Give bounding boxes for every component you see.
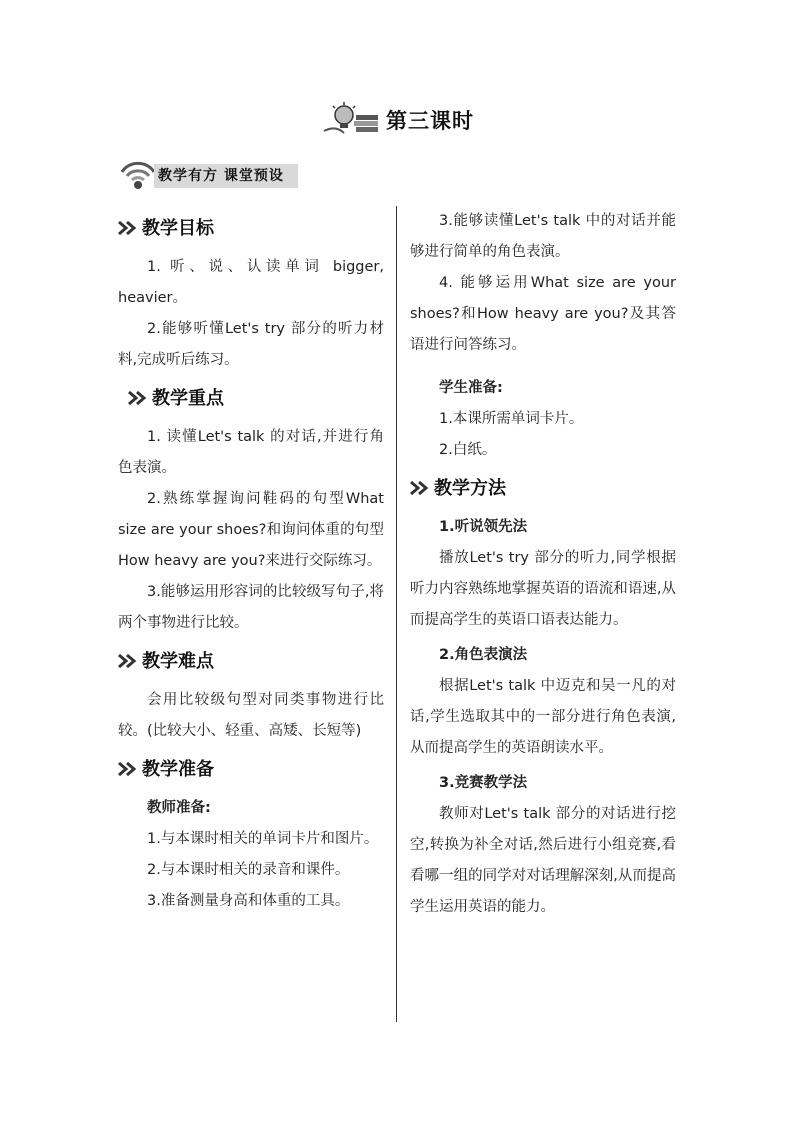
left-column: [118, 206, 384, 917]
heading-difficulty: [118, 645, 384, 677]
heading-text: 教学准备: [142, 758, 214, 780]
teacher-prep-label: 教师准备:: [147, 800, 211, 816]
method-1-title: 1.听说领先法: [439, 519, 528, 535]
prep-3: 3.准备测量身高和体重的工具。: [147, 893, 350, 909]
goal-1: 1. 听、说、认读单词 bigger, heavier。: [118, 259, 384, 306]
student-prep-1: 1.本课所需单词卡片。: [439, 411, 584, 427]
student-prep-2: 2.白纸。: [439, 442, 497, 458]
goal-2: 2.能够听懂Let's try 部分的听力材料,完成听后练习。: [118, 321, 384, 368]
double-chevron-icon: [410, 481, 432, 495]
key-1: 1. 读懂Let's talk 的对话,并进行角色表演。: [118, 429, 384, 476]
heading-preparation: [118, 753, 384, 785]
goal-3: 3.能够读懂Let's talk 中的对话并能够进行简单的角色表演。: [410, 213, 676, 260]
lightbulb-books-icon: [322, 101, 382, 139]
method-2-title: 2.角色表演法: [439, 647, 528, 663]
section-banner: [118, 158, 298, 194]
key-2: 2.熟练掌握询问鞋码的句型What size are your shoes?和询问体重的句型How heavy are you?来进行交际练习。: [118, 491, 384, 569]
signal-waves-icon: [118, 158, 158, 194]
double-chevron-icon: [128, 391, 150, 405]
heading-text: 教学目标: [142, 217, 214, 239]
double-chevron-icon: [118, 762, 140, 776]
heading-key-points: [118, 382, 384, 414]
method-3-text: 教师对Let's talk 部分的对话进行挖空,转换为补全对话,然后进行小组竞赛,看看哪一组的同学对对话理解深刻,从而提高学生运用英语的能力。: [410, 806, 676, 915]
heading-text: 教学方法: [434, 477, 506, 499]
page-title: 第三课时: [386, 109, 474, 133]
double-chevron-icon: [118, 221, 140, 235]
method-1-text: 播放Let's try 部分的听力,同学根据听力内容熟练地掌握英语的语流和语速,从而提高学生的英语口语表达能力。: [410, 550, 676, 628]
heading-goals: [118, 212, 384, 244]
banner-label: 教学有方 课堂预设: [154, 164, 298, 188]
difficulty-1: 会用比较级句型对同类事物进行比较。(比较大小、轻重、高矮、长短等): [118, 692, 384, 739]
prep-1: 1.与本课时相关的单词卡片和图片。: [147, 831, 379, 847]
goal-4: 4. 能够运用What size are your shoes?和How heavy are you?及其答语进行问答练习。: [410, 275, 676, 353]
right-column: [410, 206, 676, 923]
method-2-text: 根据Let's talk 中迈克和吴一凡的对话,学生选取其中的一部分进行角色表演,从而提高学生的英语朗读水平。: [410, 678, 676, 756]
heading-methods: [410, 472, 676, 504]
heading-text: 教学重点: [152, 387, 224, 409]
column-divider: [396, 206, 397, 1022]
heading-text: 教学难点: [142, 650, 214, 672]
method-3-title: 3.竞赛教学法: [439, 775, 528, 791]
double-chevron-icon: [118, 654, 140, 668]
title-area: [322, 100, 474, 140]
key-3: 3.能够运用形容词的比较级写句子,将两个事物进行比较。: [118, 584, 384, 631]
prep-2: 2.与本课时相关的录音和课件。: [147, 862, 350, 878]
student-prep-label: 学生准备:: [439, 380, 503, 396]
